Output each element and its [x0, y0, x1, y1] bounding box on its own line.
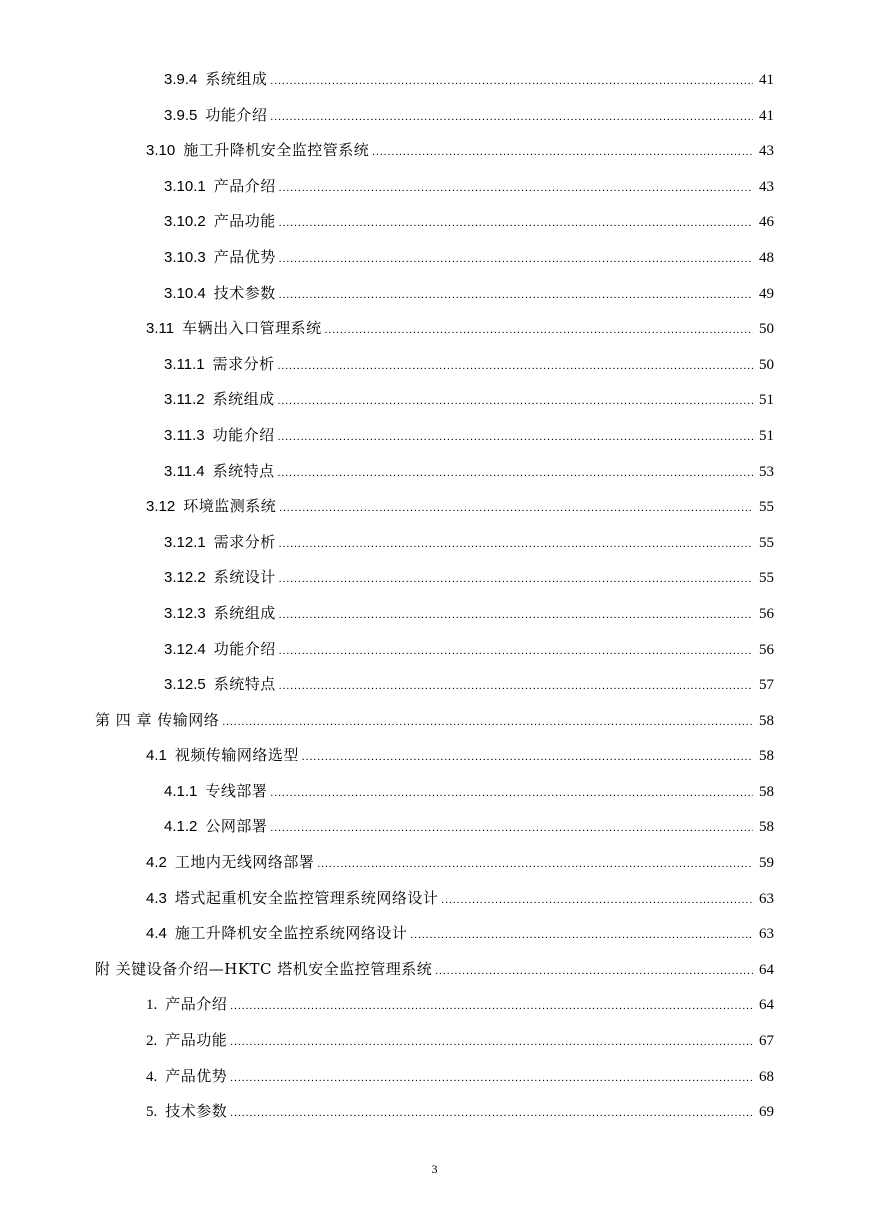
- toc-entry[interactable]: [0, 169, 869, 205]
- dot-leader: [279, 171, 753, 207]
- toc-entry-page: 67: [759, 1033, 774, 1050]
- toc-entry[interactable]: [0, 240, 869, 276]
- dot-leader: [441, 883, 753, 919]
- toc-entry-page: 57: [759, 677, 774, 694]
- dot-leader: [279, 634, 753, 670]
- toc-entry[interactable]: [0, 809, 869, 845]
- toc-entry-page: 41: [759, 107, 774, 124]
- toc-entry-title: 系统特点: [212, 461, 275, 480]
- toc-entry-page: 63: [759, 890, 774, 907]
- toc-entry-title: 功能介绍: [205, 105, 268, 124]
- toc-entry-title: 技术参数: [165, 1102, 228, 1121]
- dot-leader: [230, 1096, 753, 1132]
- toc-entry[interactable]: [0, 774, 869, 810]
- dot-leader: [279, 491, 753, 527]
- toc-entry[interactable]: [0, 881, 869, 917]
- toc-entry-number: 5.: [146, 1104, 158, 1121]
- toc-entry-title: 功能介绍: [212, 425, 275, 444]
- toc-entry[interactable]: [0, 703, 869, 739]
- dot-leader: [270, 811, 753, 847]
- toc-entry[interactable]: [0, 1059, 869, 1095]
- toc-entry-number: 4.: [146, 1068, 158, 1085]
- toc-entry[interactable]: [0, 1094, 869, 1130]
- dot-leader: [279, 206, 753, 242]
- toc-entry[interactable]: [0, 489, 869, 525]
- dot-leader: [278, 420, 753, 456]
- toc-entry-number: 4.1: [146, 747, 167, 765]
- toc-entry-number: 1.: [146, 997, 158, 1014]
- toc-entry-title: 产品优势: [165, 1066, 228, 1085]
- toc-entry[interactable]: [0, 560, 869, 596]
- toc-entry-title: 需求分析: [213, 532, 276, 551]
- toc-entry-title: 系统组成: [212, 390, 275, 409]
- toc-entry-page: 64: [759, 997, 774, 1014]
- toc-entry-page: 55: [759, 570, 774, 587]
- toc-entry-title: 视频传输网络选型: [174, 746, 299, 765]
- toc-entry[interactable]: [0, 525, 869, 561]
- toc-entry[interactable]: [0, 382, 869, 418]
- toc-entry[interactable]: [0, 738, 869, 774]
- toc-entry[interactable]: [0, 311, 869, 347]
- dot-leader: [410, 918, 753, 954]
- toc-entry-title: 产品优势: [213, 247, 276, 266]
- toc-entry[interactable]: [0, 845, 869, 881]
- toc-entry-title: 工地内无线网络部署: [174, 853, 315, 872]
- toc-entry-page: 50: [759, 356, 774, 373]
- toc-entry-number: 3.12.2: [164, 569, 206, 587]
- toc-entry-number: 3.10.1: [164, 177, 206, 195]
- toc-entry-title: 车辆出入口管理系统: [182, 319, 322, 338]
- toc-entry-number: 3.11.2: [164, 391, 205, 409]
- toc-entry-number: 4.1.1: [164, 782, 198, 800]
- dot-leader: [278, 456, 753, 492]
- toc-entry-number: 3.10.3: [164, 248, 206, 266]
- page-number: 3: [431, 1162, 438, 1176]
- toc-entry-page: 43: [759, 143, 774, 160]
- dot-leader: [279, 242, 753, 278]
- toc-entry-title: 功能介绍: [213, 639, 276, 658]
- toc-entry[interactable]: [0, 204, 869, 240]
- dot-leader: [317, 847, 753, 883]
- toc-entry-number: 3.9.5: [164, 106, 198, 124]
- toc-entry-page: 53: [759, 463, 774, 480]
- toc-entry-number: 3.12.5: [164, 676, 206, 694]
- dot-leader: [230, 989, 753, 1025]
- toc-entry[interactable]: [0, 98, 869, 134]
- toc-entry-number: 3.12.1: [164, 533, 206, 551]
- dot-leader: [302, 740, 753, 776]
- toc-entry-number: 3.12: [146, 498, 176, 516]
- toc-entry-title: 产品功能: [165, 1031, 228, 1050]
- toc-entry[interactable]: [0, 632, 869, 668]
- toc-entry-number: 3.10.4: [164, 284, 206, 302]
- toc-entry-title: 产品介绍: [165, 995, 228, 1014]
- dot-leader: [279, 278, 753, 314]
- toc-entry-title: 施工升降机安全监控管系统: [183, 141, 370, 160]
- dot-leader: [279, 598, 753, 634]
- toc-entry-title: 第 四 章 传输网络: [95, 710, 220, 729]
- toc-entry-page: 59: [759, 855, 774, 872]
- toc-entry-title: 附 关键设备介绍—HKTC 塔机安全监控管理系统: [95, 959, 433, 978]
- toc-entry[interactable]: [0, 62, 869, 98]
- dot-leader: [270, 776, 753, 812]
- toc-entry-page: 46: [759, 214, 774, 231]
- toc-entry-title: 施工升降机安全监控系统网络设计: [174, 924, 408, 943]
- table-of-contents: [0, 62, 869, 1130]
- toc-entry[interactable]: [0, 276, 869, 312]
- dot-leader: [279, 562, 753, 598]
- toc-entry-title: 产品介绍: [213, 176, 276, 195]
- toc-entry-number: 4.4: [146, 925, 167, 943]
- dot-leader: [222, 705, 753, 741]
- toc-entry-page: 58: [759, 783, 774, 800]
- dot-leader: [278, 349, 753, 385]
- toc-entry-page: 55: [759, 499, 774, 516]
- toc-entry-number: 3.9.4: [164, 71, 198, 88]
- toc-entry-page: 51: [759, 392, 774, 409]
- toc-entry[interactable]: [0, 1023, 869, 1059]
- toc-entry-number: 3.10.2: [164, 213, 206, 231]
- toc-entry[interactable]: [0, 916, 869, 952]
- toc-entry-title: 塔式起重机安全监控管理系统网络设计: [174, 888, 439, 907]
- toc-entry-page: 43: [759, 178, 774, 195]
- toc-entry-page: 41: [759, 72, 774, 88]
- toc-entry-number: 2.: [146, 1033, 158, 1050]
- dot-leader: [325, 313, 753, 349]
- dot-leader: [279, 669, 753, 705]
- toc-entry-title: 系统组成: [205, 70, 268, 88]
- toc-entry-number: 3.10: [146, 142, 176, 160]
- dot-leader: [230, 1025, 753, 1061]
- dot-leader: [270, 100, 753, 136]
- toc-entry[interactable]: [0, 596, 869, 632]
- toc-entry-number: 3.11: [146, 320, 175, 338]
- toc-entry-page: 63: [759, 926, 774, 943]
- toc-entry-page: 58: [759, 712, 774, 729]
- toc-entry-page: 64: [759, 961, 774, 978]
- dot-leader: [279, 527, 753, 563]
- toc-entry[interactable]: [0, 667, 869, 703]
- toc-entry-page: 58: [759, 748, 774, 765]
- toc-entry-title: 系统特点: [213, 675, 276, 694]
- toc-entry-number: 4.1.2: [164, 818, 198, 836]
- toc-entry-title: 需求分析: [212, 354, 275, 373]
- toc-entry-title: 产品功能: [213, 212, 276, 231]
- dot-leader: [278, 384, 753, 420]
- dot-leader: [230, 1061, 753, 1097]
- toc-entry-page: 56: [759, 605, 774, 622]
- toc-entry-page: 69: [759, 1104, 774, 1121]
- toc-entry-page: 50: [759, 321, 774, 338]
- dot-leader: [270, 64, 753, 100]
- toc-entry[interactable]: [0, 347, 869, 383]
- toc-entry[interactable]: [0, 987, 869, 1023]
- toc-entry[interactable]: [0, 454, 869, 490]
- toc-entry-number: 3.11.1: [164, 355, 205, 373]
- toc-entry-page: 55: [759, 534, 774, 551]
- toc-entry-page: 49: [759, 285, 774, 302]
- toc-entry-title: 专线部署: [205, 781, 268, 800]
- toc-entry-title: 系统组成: [213, 603, 276, 622]
- toc-entry-title: 系统设计: [213, 568, 276, 587]
- toc-entry[interactable]: [0, 418, 869, 454]
- dot-leader: [372, 135, 753, 171]
- dot-leader: [435, 954, 753, 990]
- toc-entry-title: 公网部署: [205, 817, 268, 836]
- toc-entry-number: 3.12.3: [164, 604, 206, 622]
- toc-entry-page: 51: [759, 427, 774, 444]
- toc-entry-number: 4.3: [146, 889, 167, 907]
- toc-entry-number: 3.12.4: [164, 640, 206, 658]
- toc-entry-page: 48: [759, 249, 774, 266]
- toc-entry[interactable]: [0, 133, 869, 169]
- toc-entry-page: 68: [759, 1068, 774, 1085]
- toc-entry-number: 3.11.4: [164, 462, 205, 480]
- toc-entry-page: 56: [759, 641, 774, 658]
- toc-entry-number: 3.11.3: [164, 426, 205, 444]
- toc-entry-number: 4.2: [146, 854, 167, 872]
- toc-entry-title: 技术参数: [213, 283, 276, 302]
- toc-entry-page: 58: [759, 819, 774, 836]
- toc-entry-title: 环境监测系统: [183, 497, 277, 516]
- toc-entry[interactable]: [0, 952, 869, 988]
